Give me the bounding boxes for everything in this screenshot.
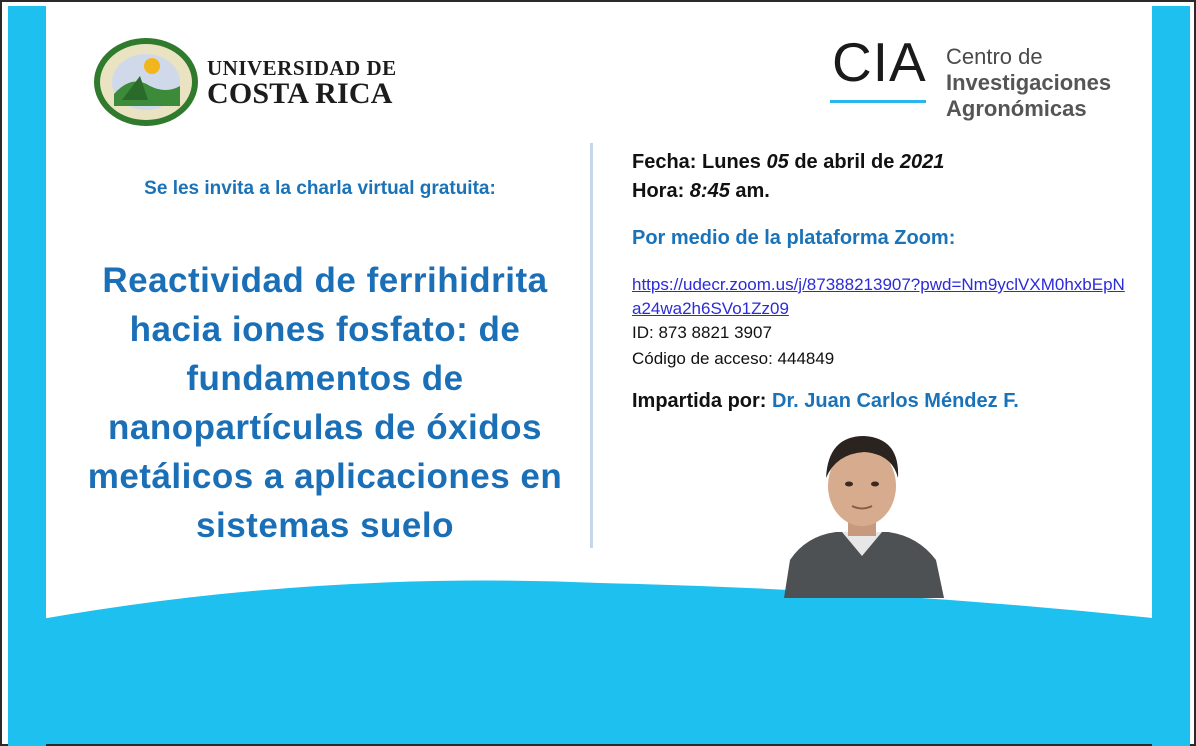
speaker-label: Impartida por: — [632, 390, 767, 412]
zoom-meeting-link[interactable]: https://udecr.zoom.us/j/87388213907?pwd=Nm9yclVXM0hxbEpNa24wa2h6SVo1Zz09 — [632, 275, 1125, 318]
university-line1: UNIVERSIDAD DE — [207, 56, 397, 80]
speaker-name: Dr. Juan Carlos Méndez F. — [772, 390, 1019, 412]
cia-underline — [830, 100, 926, 103]
cia-full-name — [946, 44, 1111, 122]
ucr-seal-logo — [92, 36, 200, 128]
time-line — [632, 177, 1152, 206]
speaker-photo — [776, 432, 948, 598]
date-line — [632, 148, 1152, 177]
cia-line3: Agronómicas — [946, 96, 1087, 121]
zoom-meeting-id: ID: 873 8821 3907 — [632, 323, 772, 342]
date-day: Lunes — [702, 151, 761, 173]
cia-line1: Centro de — [946, 44, 1043, 69]
zoom-heading: Por medio de la plataforma Zoom: — [632, 227, 956, 249]
talk-title: Reactividad de ferrihidrita hacia iones fosfato: de fundamentos de nanopartículas de óxidos metálicos a aplicaciones en sistemas suelo — [87, 261, 563, 545]
time-label: Hora: — [632, 180, 685, 202]
time-value: 8:45 — [689, 180, 730, 202]
zoom-access-code: Código de acceso: 444849 — [632, 349, 835, 368]
date-number: 05 — [766, 151, 789, 173]
invite-text: Se les invita a la charla virtual gratuita: — [144, 178, 496, 199]
event-details — [632, 148, 1152, 206]
university-name — [207, 58, 397, 109]
university-line2: COSTA RICA — [207, 77, 393, 110]
time-suffix: am. — [735, 180, 770, 202]
date-year: 2021 — [899, 151, 945, 173]
date-month: de abril de — [794, 151, 895, 173]
cia-line2: Investigaciones — [946, 70, 1112, 95]
speaker-line — [632, 390, 1019, 413]
cia-acronym: CIA — [832, 31, 927, 93]
date-label: Fecha: — [632, 151, 697, 173]
zoom-meeting-info — [632, 320, 834, 372]
